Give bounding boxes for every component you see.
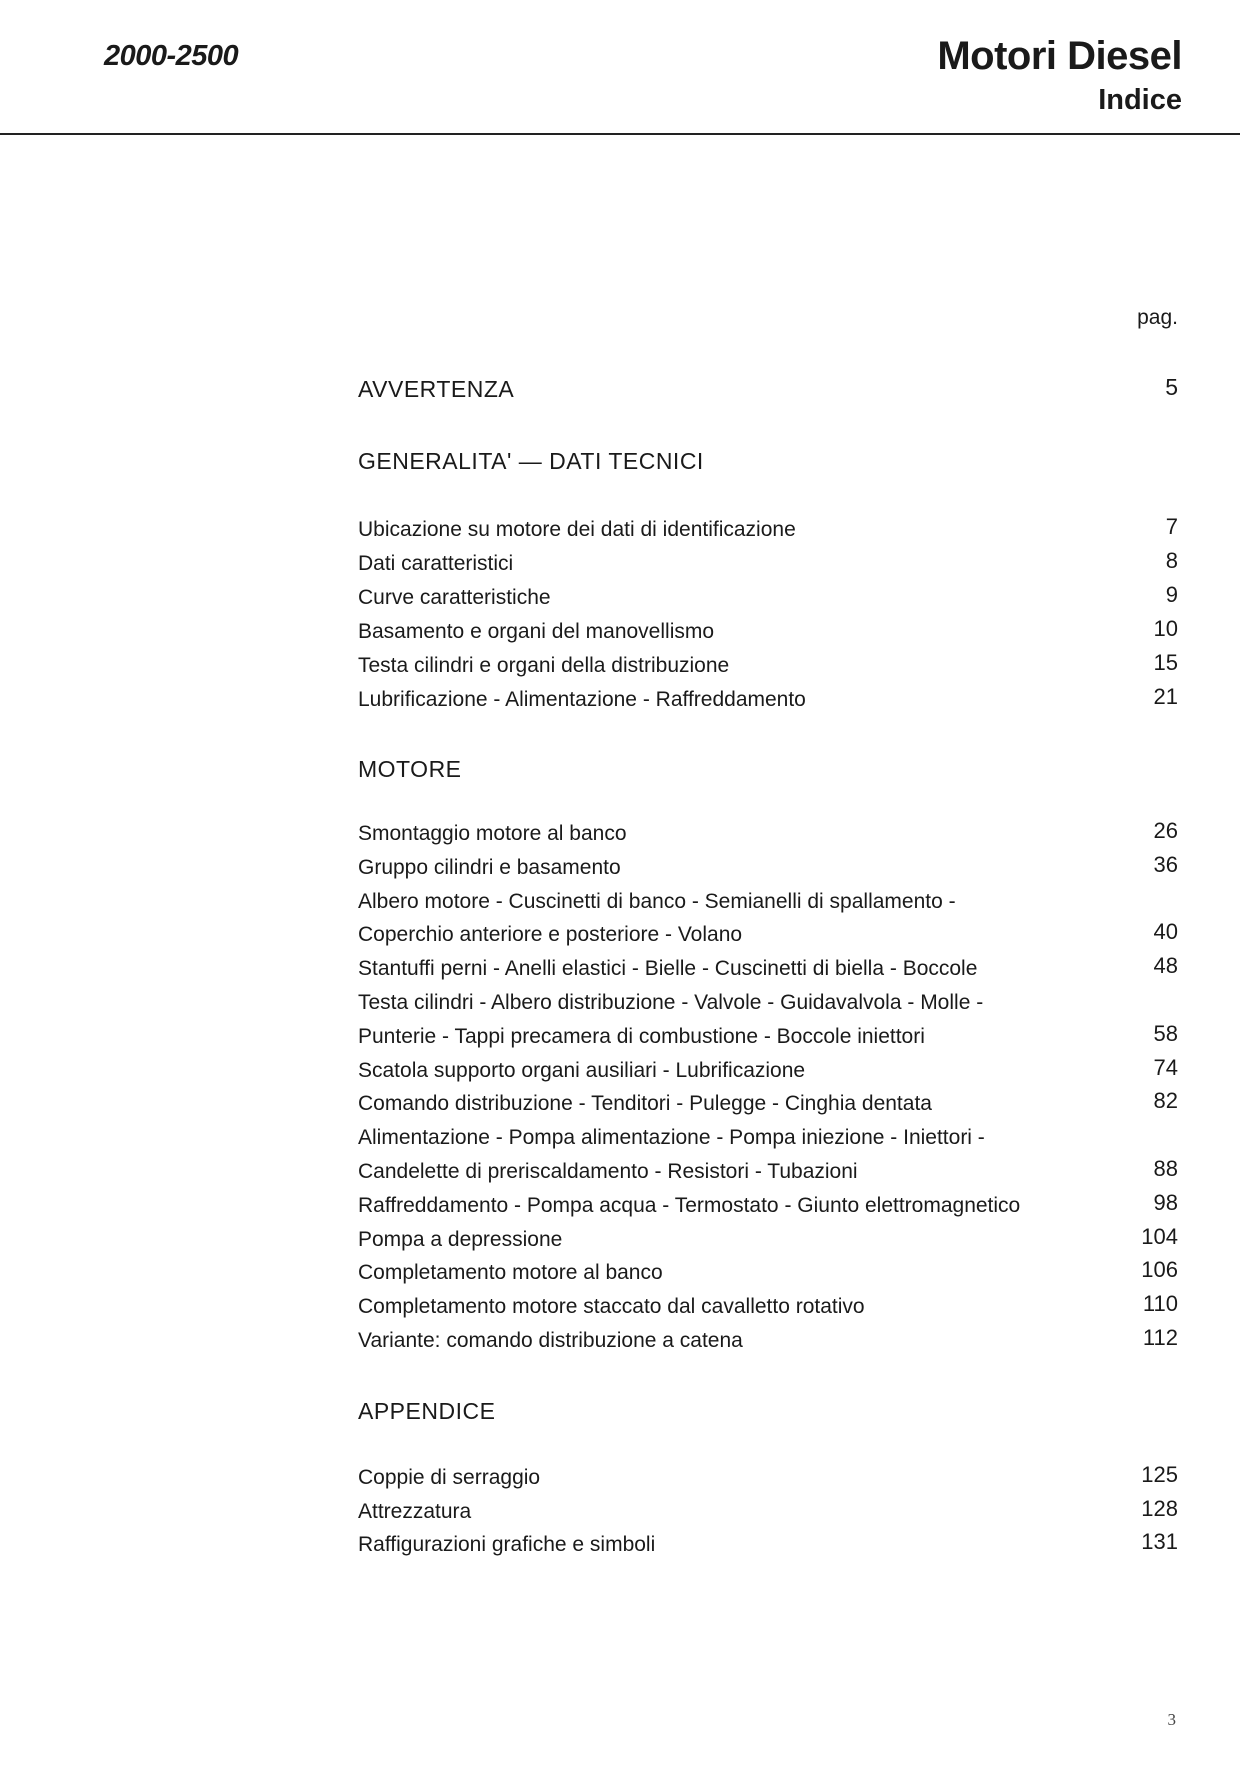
toc-entry-label: Raffreddamento - Pompa acqua - Termostato - Giunto elettromagnetico	[358, 1193, 1021, 1217]
section-page-avvertenza: 5	[1165, 374, 1178, 400]
toc-entry-label: Pompa a depressione	[358, 1227, 563, 1251]
toc-entry-label: Stantuffi perni - Anelli elastici - Bielle - Cuscinetti di biella - Boccole	[358, 957, 978, 981]
toc-entry-page: 48	[1153, 953, 1178, 979]
toc-entry-page: 8	[1165, 548, 1178, 573]
toc-entry-page: 82	[1153, 1088, 1178, 1114]
toc-entry-label: Scatola supporto organi ausiliari - Lubrificazione	[358, 1058, 806, 1082]
toc-entry-page: 7	[1165, 514, 1178, 539]
toc-entry-label: Testa cilindri - Albero distribuzione - Valvole - Guidavalvola - Molle -	[358, 991, 984, 1014]
page-column-label: pag.	[1137, 306, 1178, 329]
section-heading-motore: MOTORE	[358, 756, 462, 782]
toc-entry-page: 128	[1141, 1495, 1178, 1521]
toc-entry-page: 36	[1153, 851, 1178, 877]
toc-entry-page: 106	[1141, 1257, 1178, 1283]
toc-entry-label: Smontaggio motore al banco	[358, 822, 627, 845]
toc-entry-label: Raffigurazioni grafiche e simboli	[358, 1533, 656, 1556]
toc-entry-label: Punterie - Tappi precamera di combustione - Boccole iniettori	[358, 1024, 925, 1048]
toc-entry-page: 26	[1153, 818, 1178, 843]
toc-entry-page: 110	[1142, 1291, 1178, 1317]
toc-entry-label: Lubrificazione - Alimentazione - Raffreddamento	[358, 688, 806, 711]
toc-entry-label: Candelette di preriscaldamento - Resistori - Tubazioni	[358, 1160, 858, 1183]
toc-entry-page: 74	[1153, 1054, 1178, 1080]
toc-entry-label: Albero motore - Cuscinetti di banco - Semianelli di spallamento -	[358, 889, 956, 913]
toc-entry-page: 21	[1153, 684, 1178, 709]
toc-entry-page: 88	[1153, 1156, 1178, 1181]
toc-entry-label: Variante: comando distribuzione a catena	[358, 1329, 743, 1352]
toc-entry-page: 112	[1142, 1325, 1178, 1350]
toc-entry-label: Comando distribuzione - Tenditori - Pulegge - Cinghia dentata	[358, 1092, 932, 1116]
toc-entry-label: Alimentazione - Pompa alimentazione - Pompa iniezione - Iniettori -	[358, 1126, 985, 1150]
toc-entry-label: Completamento motore al banco	[358, 1261, 663, 1285]
section-heading-generalita: GENERALITA' — DATI TECNICI	[358, 448, 704, 474]
toc-entry-label: Ubicazione su motore dei dati di identificazione	[358, 518, 796, 541]
toc-entry-page: 125	[1141, 1462, 1178, 1487]
header-divider	[0, 133, 1240, 135]
toc-entry-label: Gruppo cilindri e basamento	[358, 855, 621, 879]
section-heading-appendice: APPENDICE	[358, 1398, 496, 1424]
section-heading-avvertenza: AVVERTENZA	[358, 376, 515, 402]
model-range: 2000-2500	[104, 40, 239, 72]
toc-entry-page: 58	[1153, 1020, 1178, 1046]
toc-entry-page: 104	[1141, 1223, 1178, 1249]
toc-entry-label: Curve caratteristiche	[358, 586, 551, 609]
toc-entry-page: 15	[1153, 650, 1178, 675]
toc-entry-label: Completamento motore staccato dal cavalletto rotativo	[358, 1295, 865, 1319]
toc-entry-page: 40	[1153, 919, 1178, 945]
toc-entry-label: Testa cilindri e organi della distribuzione	[358, 654, 730, 677]
footer-page-number: 3	[1167, 1710, 1176, 1729]
toc-entry-page: 98	[1153, 1189, 1178, 1215]
document-subtitle: Indice	[1098, 84, 1182, 116]
toc-entry-page: 131	[1141, 1529, 1178, 1554]
document-title: Motori Diesel	[937, 34, 1182, 78]
toc-entry-label: Dati caratteristici	[358, 552, 514, 575]
toc-entry-label: Coperchio anteriore e posteriore - Volano	[358, 923, 743, 947]
toc-entry-page: 10	[1153, 616, 1178, 641]
toc-entry-label: Coppie di serraggio	[358, 1466, 541, 1489]
toc-entry-label: Attrezzatura	[358, 1499, 472, 1523]
toc-entry-page: 9	[1165, 582, 1178, 607]
toc-entry-label: Basamento e organi del manovellismo	[358, 620, 715, 643]
